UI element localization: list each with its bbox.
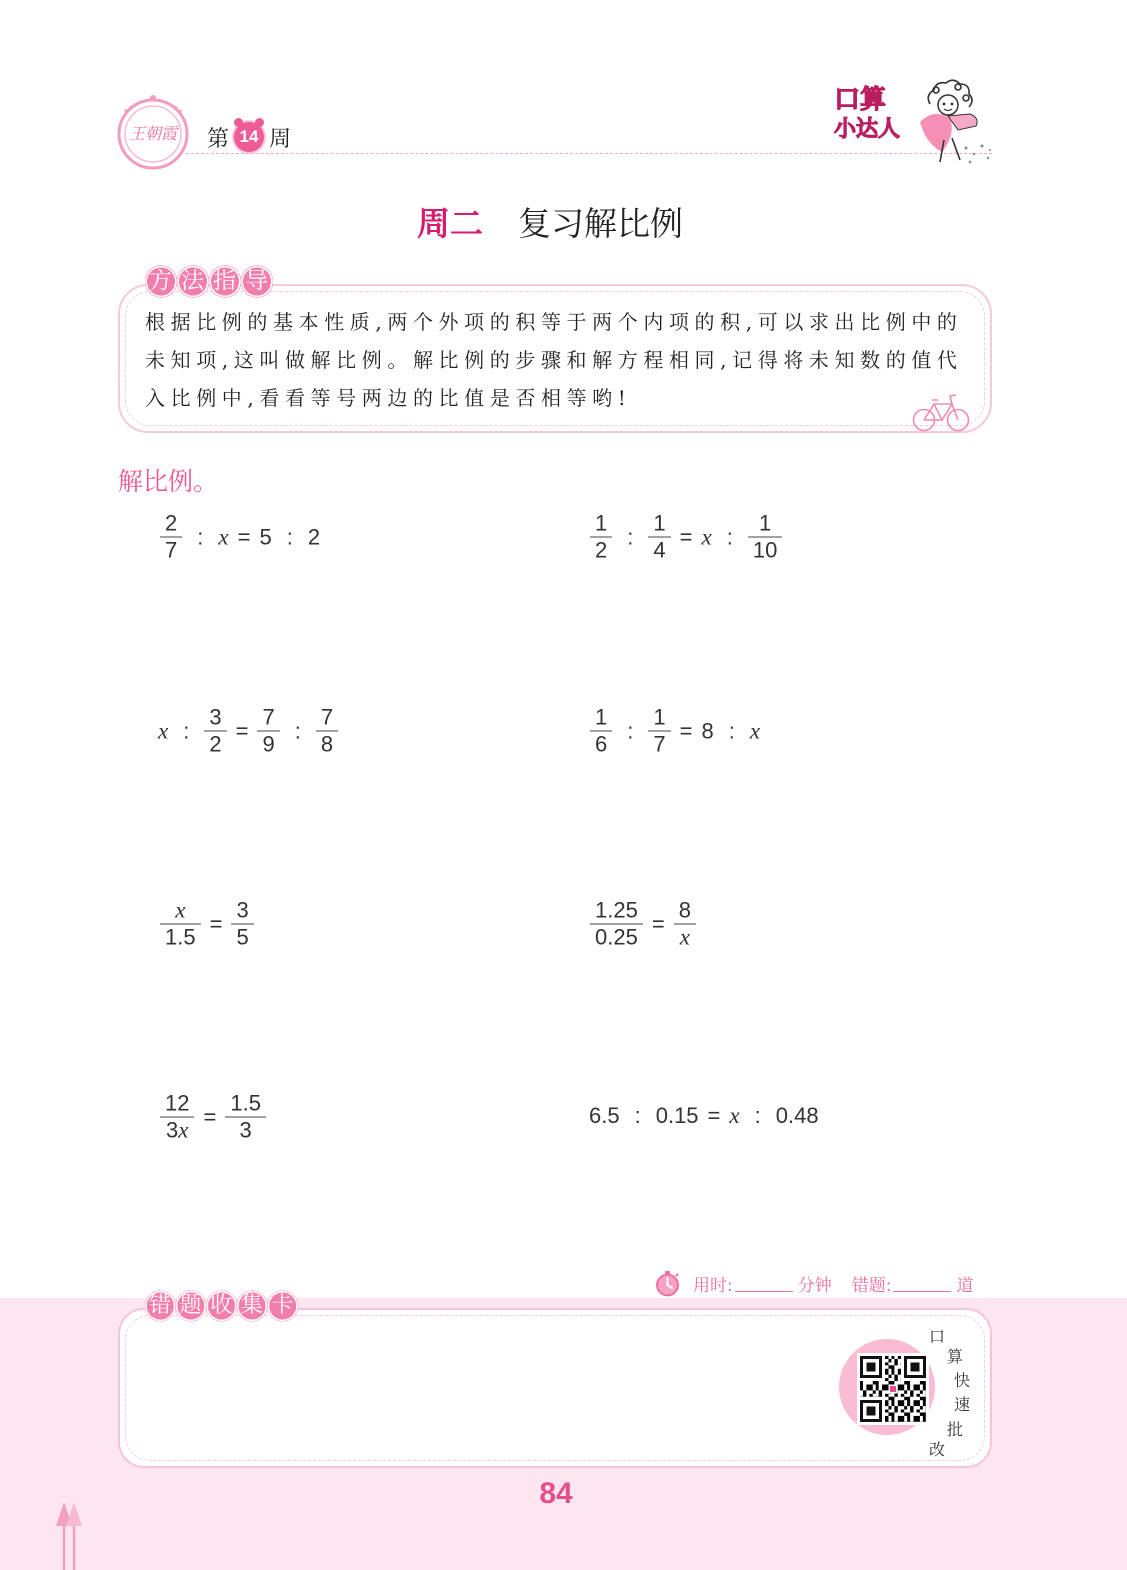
ratio-colon: : [294,718,301,743]
time-and-errors-record [654,1269,973,1297]
fraction-denominator: 5 [236,924,249,950]
variable-x: x [158,718,169,743]
fraction [231,899,253,950]
fraction-denominator: 2 [209,731,222,757]
kousuan-xiaodaren-logo [834,86,900,145]
method-line: 根据比例的基本性质,两个外项的积等于两个内项的积,可以求出比例中的 [145,310,963,334]
week-prefix: 第 [207,126,230,152]
ratio-colon: : [728,718,735,743]
proportion-problem-6 [590,899,696,950]
ratio-colon: : [627,718,634,743]
ratio-colon: : [286,524,293,549]
method-guide-label: 方法指导 [145,265,273,298]
qr-caption-char: 速 [954,1395,971,1414]
fraction-numerator: 7 [257,706,279,732]
fraction-numerator: 1 [648,706,670,732]
fraction [225,1092,266,1143]
proportion-problem-1 [160,512,320,563]
fraction-denominator: 0.25 [595,924,638,950]
variable-x: x [701,524,712,549]
variable-x: x [178,1117,189,1143]
brand-seal-logo [113,88,193,172]
equals-sign: = [237,524,251,549]
fraction-denominator: 8 [320,731,334,757]
fraction-numerator: 3 [204,706,226,732]
exercise-heading: 解比例。 [118,467,219,496]
ratio-colon: : [197,524,204,549]
unknown-x [750,719,760,743]
cartoon-girl-icon [900,78,995,168]
stopwatch-icon [654,1270,681,1297]
fraction [590,512,612,563]
variable-x: x [175,897,186,923]
page-title [417,204,683,244]
variable-x: x [218,524,229,549]
unknown-x [218,525,228,549]
fraction [257,706,279,757]
variable-x: x [749,718,761,743]
fraction [748,512,782,563]
equals-sign: = [679,718,693,743]
proportion-problem-8 [589,1104,819,1128]
qr-caption-char: 算 [947,1347,964,1366]
title-topic: 复习解比例 [518,204,683,243]
fraction [590,706,612,757]
fraction-denominator: 10 [752,537,778,563]
header-dashed-divider [186,153,992,154]
time-unit: 分钟 [797,1275,832,1296]
method-line: 入比例中,看看等号两边的比值是否相等哟! [145,386,632,410]
week-indicator [207,121,291,153]
proportion-problem-5 [160,899,254,950]
number-term: 6.5 [589,1103,620,1128]
fraction-denominator: 3x [166,1117,189,1143]
errors-unit: 道 [956,1275,974,1296]
error-collection-card-label: 错题收集卡 [145,1290,298,1322]
week-number-badge: 14 [234,122,264,152]
logo-line-1: 口算 [834,85,887,115]
seal-text: 王朝霞 [128,124,177,143]
proportion-problem-3 [158,706,338,757]
ratio-colon: : [183,718,190,743]
errors-blank-line [893,1275,951,1292]
qr-code-pattern [860,1356,926,1422]
equals-sign: = [235,718,249,743]
equals-sign: = [679,524,693,549]
proportion-problem-7 [160,1092,266,1143]
number-term: 0.15 [655,1103,699,1128]
time-blank-line [735,1275,793,1292]
fraction-denominator: 4 [653,537,666,563]
qr-caption-char: 改 [929,1440,946,1459]
title-day: 周二 [417,204,483,243]
week-suffix: 周 [269,126,292,152]
fraction-denominator: 9 [262,731,275,757]
fraction-numerator: 8 [674,899,696,925]
equals-sign: = [707,1103,721,1128]
fraction [160,1092,194,1143]
fraction [674,899,696,950]
fraction [160,512,182,563]
ratio-colon: : [634,1103,641,1128]
fraction-numerator: 1.25 [590,899,643,925]
number-term: 0.48 [775,1103,819,1128]
bicycle-icon [912,392,970,432]
equals-sign: = [651,911,665,936]
fraction-denominator: 6 [595,731,608,757]
fraction-numerator: 1 [748,512,782,538]
arrow-up-icon [52,1498,88,1570]
fraction-numerator: 2 [160,512,182,538]
fraction [316,706,338,757]
method-guide-text [145,303,963,417]
ratio-colon: : [726,524,733,549]
fraction-numerator: 1 [648,512,670,538]
fraction-numerator: 1 [590,706,612,732]
fraction [204,706,226,757]
fraction [160,899,201,950]
number-term: 2 [307,524,321,549]
fraction-numerator: 1 [590,512,612,538]
unknown-x [729,1104,739,1128]
errors-label: 错题: [851,1275,892,1296]
page-number: 84 [539,1477,573,1510]
unknown-x [701,525,711,549]
ratio-colon: : [754,1103,761,1128]
fraction-numerator: 12 [160,1092,194,1118]
fraction-numerator [160,899,201,925]
fraction [648,512,670,563]
equals-sign: = [203,1104,217,1129]
fraction-numerator: 1.5 [225,1092,266,1118]
method-line: 未知项,这叫做解比例。解比例的步骤和解方程相同,记得将未知数的值代 [145,348,963,372]
fraction [648,706,670,757]
qr-caption-char: 批 [947,1420,964,1439]
fraction [590,899,643,950]
number-term: 8 [701,718,714,743]
fraction-numerator: 7 [316,706,338,732]
qr-caption-char: 快 [954,1371,971,1390]
unknown-x [158,719,168,743]
fraction-denominator [674,925,696,950]
fraction-denominator: 7 [165,537,178,563]
fraction-denominator: 1.5 [165,924,196,950]
proportion-problem-4 [590,706,760,757]
qr-caption-char: 口 [929,1327,946,1346]
fraction-denominator: 2 [595,537,608,563]
qr-code [857,1353,929,1425]
fraction-numerator: 3 [231,899,253,925]
variable-x: x [679,924,690,950]
logo-line-2: 小达人 [834,117,901,142]
proportion-problem-2 [590,512,782,563]
equals-sign: = [209,911,223,936]
ratio-colon: : [627,524,634,549]
variable-x: x [729,1103,740,1128]
fraction-denominator: 7 [653,731,666,757]
time-label: 用时: [693,1275,733,1296]
fraction-denominator: 3 [239,1117,252,1143]
number-term: 5 [259,524,272,549]
